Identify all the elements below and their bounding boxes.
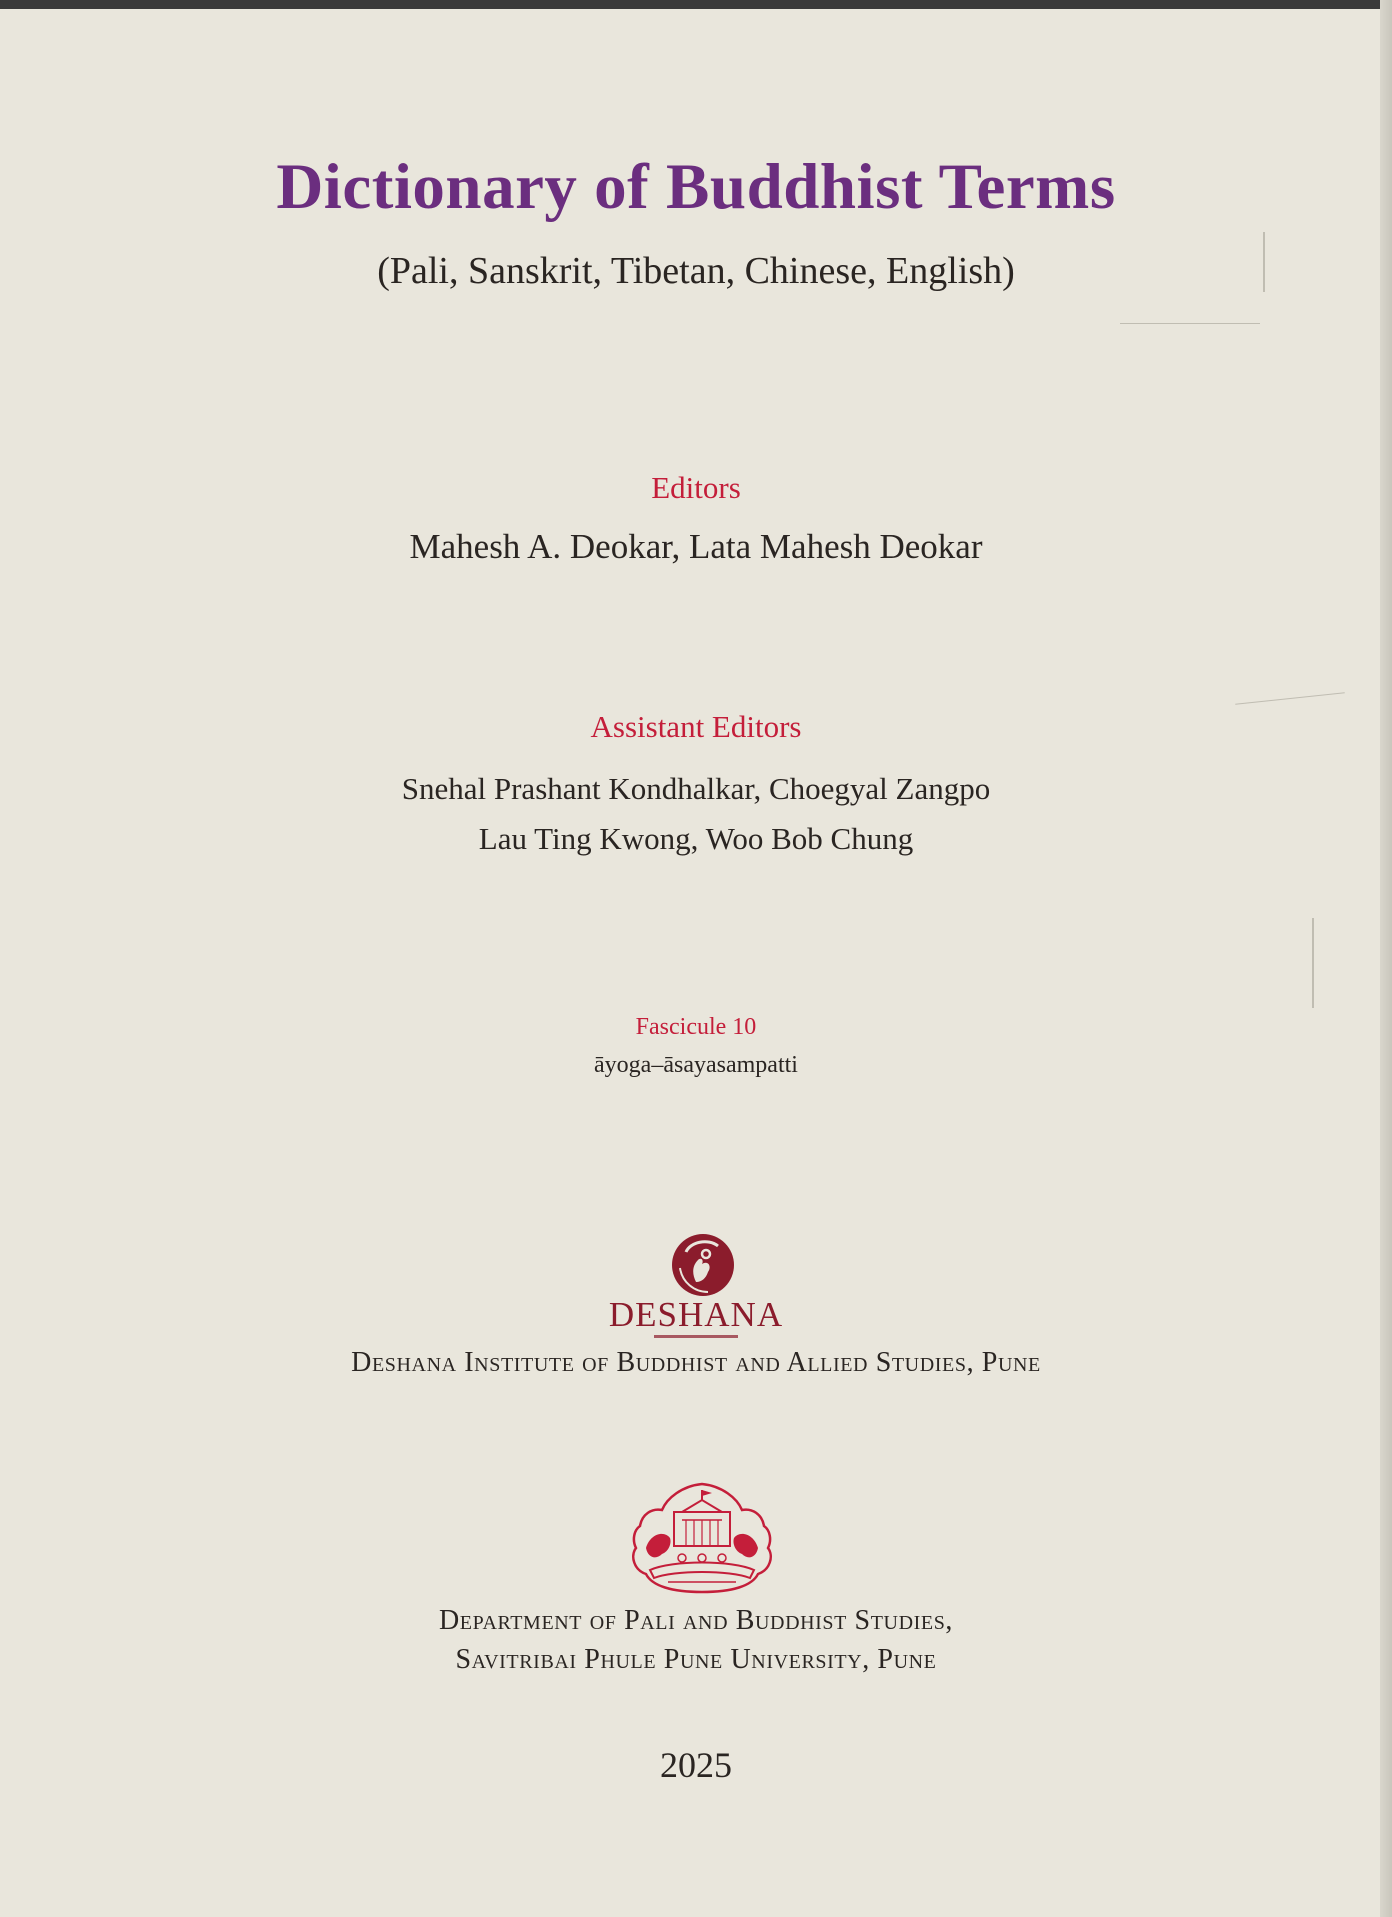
fascicule-label: Fascicule 10 [635,1014,757,1040]
scan-top-edge [0,0,1392,9]
department-line-1: Department of Pali and Buddhist Studies, [438,1605,954,1636]
publication-year: 2025 [660,1745,732,1785]
paper-crease-mark [1235,692,1345,704]
book-title: Dictionary of Buddhist Terms [276,151,1116,223]
editors-label: Editors [651,470,741,505]
book-subtitle: (Pali, Sanskrit, Tibetan, Chinese, English) [377,250,1015,292]
university-seal-icon [622,1478,782,1598]
institute-name: Deshana Institute of Buddhist and Allied Studies, Pune [351,1347,1041,1378]
department-line-2: Savitribai Phule Pune University, Pune [455,1644,937,1675]
editors-names: Mahesh A. Deokar, Lata Mahesh Deokar [409,527,983,566]
paper-crease-mark [1120,323,1260,324]
deshana-logo-wordmark: DESHANA [608,1295,784,1334]
fascicule-range: āyoga–āsayasampatti [594,1052,798,1078]
deshana-logo-tagline-mark [646,1334,746,1340]
assistant-editors-label: Assistant Editors [590,709,802,744]
deshana-hand-logo-icon [668,1230,738,1300]
assistant-editors-line-1: Snehal Prashant Kondhalkar, Choegyal Zangpo [401,771,991,806]
assistant-editors-line-2: Lau Ting Kwong, Woo Bob Chung [478,821,914,856]
paper-crease-mark [1312,918,1314,1008]
